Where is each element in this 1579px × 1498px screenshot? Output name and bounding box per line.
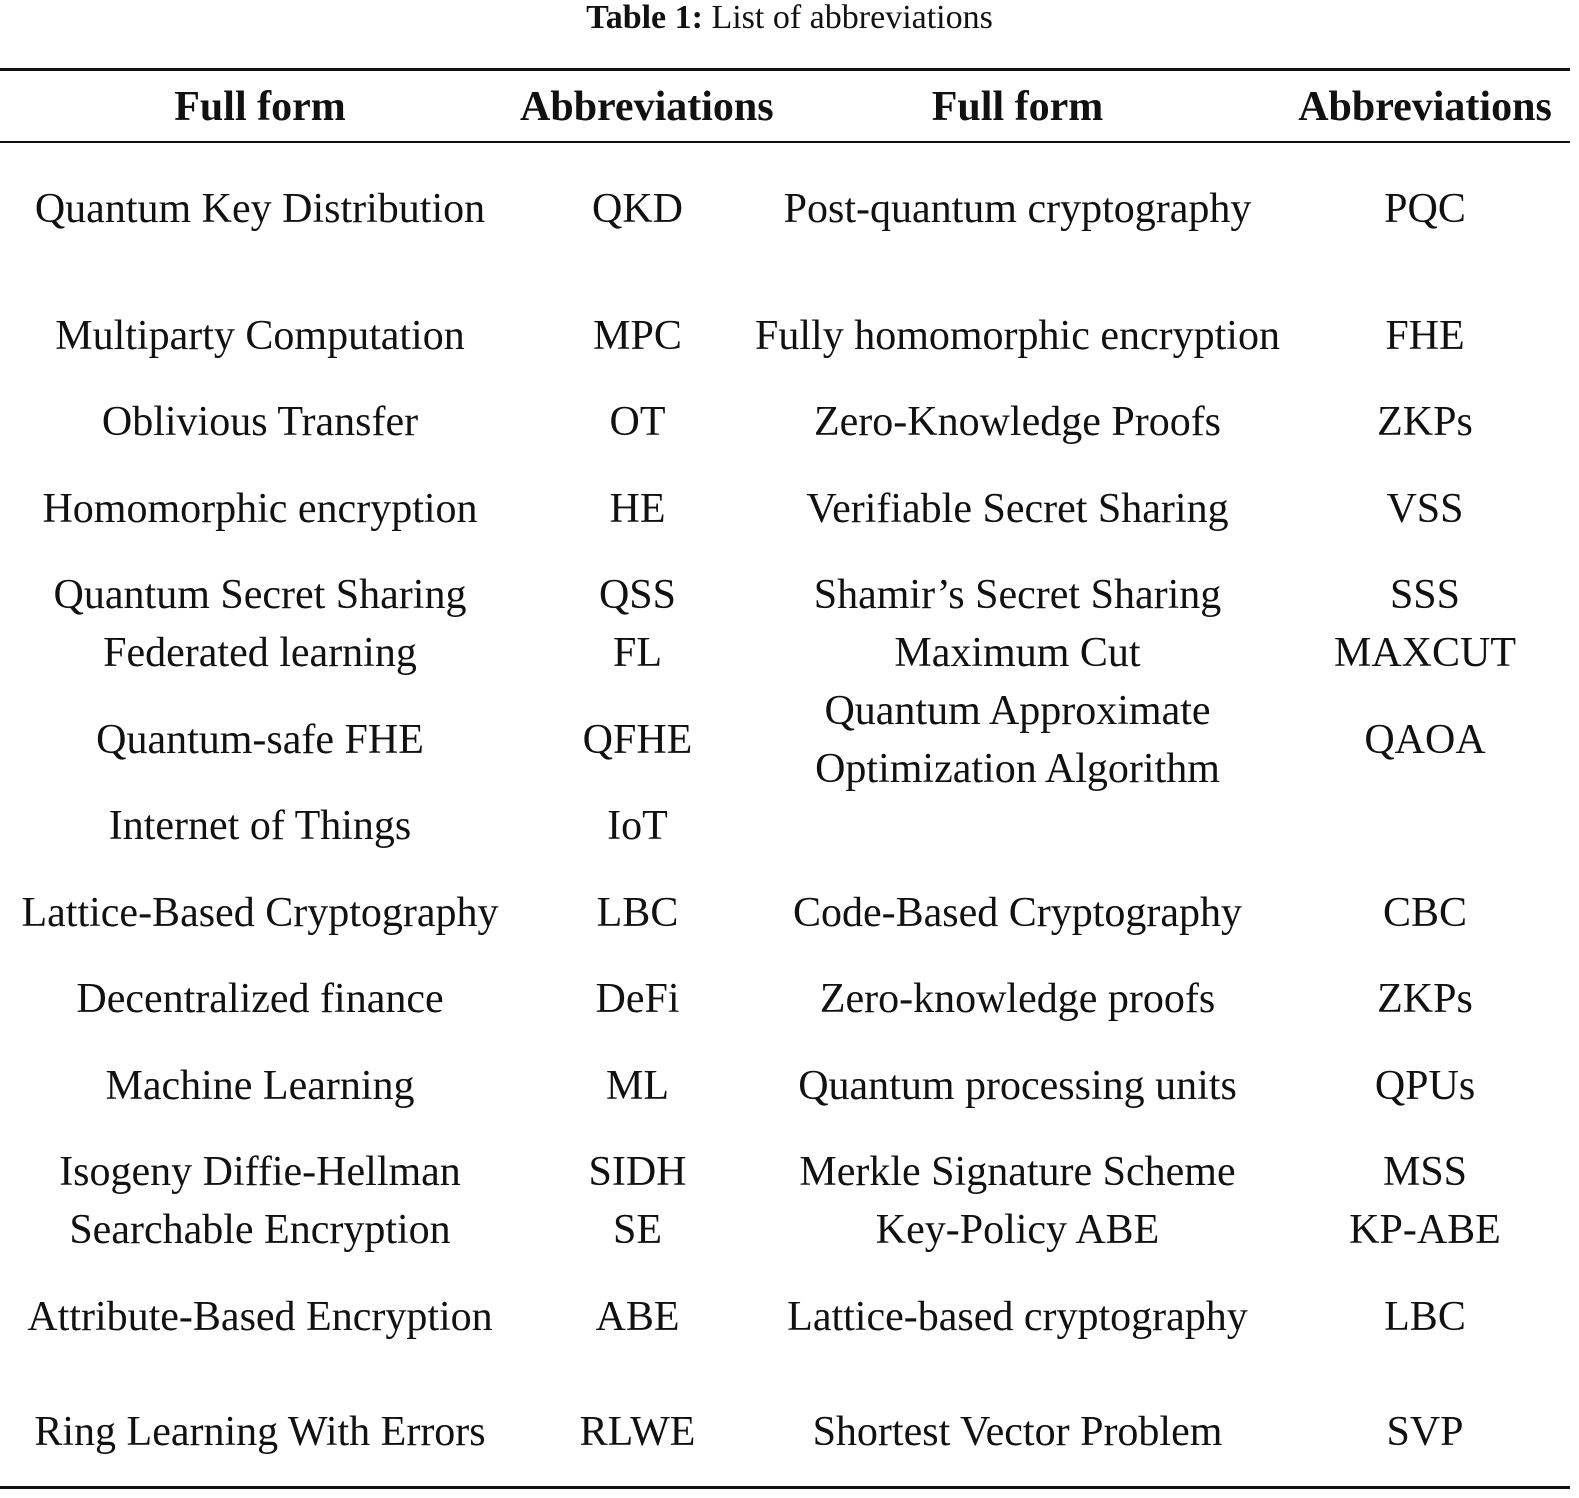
table-row	[0, 452, 1570, 567]
full-form-cell: Multiparty Computation	[55, 312, 465, 359]
full-form-cell: Ring Learning With Errors	[34, 1408, 486, 1455]
table-top-rule	[0, 68, 1570, 71]
abbreviation-cell: QAOA	[1364, 716, 1486, 763]
abbreviation-cell: OT	[609, 399, 666, 446]
abbreviation-cell: SIDH	[588, 1149, 687, 1196]
full-form-cell: Quantum Approximate Optimization Algorithm	[815, 688, 1220, 792]
abbreviation-cell: ML	[606, 1062, 669, 1109]
full-form-cell: Quantum Secret Sharing	[53, 572, 467, 619]
table-row	[0, 856, 1570, 971]
abbreviations-table	[0, 72, 1570, 1490]
full-form-cell	[755, 798, 1280, 856]
abbreviation-cell: SSS	[1389, 572, 1461, 619]
table-row	[0, 1029, 1570, 1144]
table-row	[0, 971, 1570, 1029]
abbreviation-cell: KP-ABE	[1349, 1207, 1501, 1254]
full-form-cell: Lattice-Based Cryptography	[21, 889, 499, 936]
table-row	[0, 567, 1570, 625]
abbreviation-cell: ABE	[595, 1293, 680, 1340]
abbreviation-cell: PQC	[1384, 186, 1466, 233]
abbreviation-cell: MPC	[593, 312, 682, 359]
full-form-cell: Searchable Encryption	[69, 1207, 451, 1254]
full-form-cell: Lattice-based cryptography	[787, 1293, 1248, 1340]
abbreviation-cell: ZKPs	[1377, 399, 1473, 446]
full-form-cell: Maximum Cut	[894, 630, 1141, 677]
abbreviation-cell: SVP	[1386, 1408, 1464, 1455]
table-row	[0, 394, 1570, 452]
header-abbreviations-2: Abbreviations	[1298, 83, 1552, 130]
table-caption	[0, 0, 1579, 38]
table-row	[0, 625, 1570, 683]
abbreviation-cell: QSS	[598, 572, 677, 619]
table-caption-label: Table 1:	[586, 0, 703, 36]
header-full-form-2: Full form	[931, 83, 1104, 130]
full-form-cell: Homomorphic encryption	[42, 485, 478, 532]
table-row	[0, 1202, 1570, 1260]
full-form-cell: Zero-Knowledge Proofs	[813, 399, 1222, 446]
full-form-cell: Verifiable Secret Sharing	[806, 485, 1229, 532]
full-form-cell: Decentralized finance	[76, 976, 444, 1023]
abbreviation-cell: FHE	[1385, 312, 1465, 359]
abbreviation-cell: LBC	[596, 889, 679, 936]
abbreviation-cell: IoT	[607, 803, 668, 850]
full-form-cell: Code-Based Cryptography	[792, 889, 1243, 936]
full-form-cell: Shamir’s Secret Sharing	[813, 572, 1222, 619]
table-row	[0, 683, 1570, 798]
abbreviation-cell: LBC	[1384, 1293, 1466, 1340]
full-form-cell: Fully homomorphic encryption	[755, 312, 1280, 359]
full-form-cell: Quantum-safe FHE	[96, 716, 424, 763]
abbreviation-cell: HE	[609, 485, 666, 532]
abbreviation-cell: QPUs	[1374, 1062, 1476, 1109]
abbreviation-cell: QFHE	[582, 716, 693, 763]
full-form-cell: Shortest Vector Problem	[812, 1408, 1223, 1455]
abbreviation-cell	[1280, 798, 1570, 856]
abbreviation-cell: SE	[612, 1207, 662, 1254]
full-form-cell: Federated learning	[103, 630, 417, 677]
abbreviation-cell: DeFi	[595, 976, 680, 1023]
table-row	[0, 1260, 1570, 1375]
abbreviation-cell: MSS	[1382, 1149, 1468, 1196]
full-form-cell: Post-quantum cryptography	[783, 186, 1252, 233]
header-full-form-1: Full form	[174, 83, 346, 130]
full-form-cell: Quantum processing units	[798, 1062, 1237, 1109]
full-form-cell: Quantum Key Distribution	[34, 186, 486, 233]
table-row	[0, 798, 1570, 856]
table-row	[0, 279, 1570, 394]
abbreviation-cell: RLWE	[579, 1408, 696, 1455]
abbreviation-cell: QKD	[592, 186, 683, 233]
header-abbreviations-1: Abbreviations	[520, 83, 774, 130]
table-row	[0, 141, 1570, 279]
full-form-cell: Internet of Things	[108, 803, 412, 850]
abbreviation-cell: ZKPs	[1377, 976, 1473, 1023]
table-header-row	[0, 72, 1570, 141]
table-row	[0, 1144, 1570, 1202]
full-form-cell: Key-Policy ABE	[875, 1207, 1160, 1254]
abbreviation-cell: CBC	[1382, 889, 1468, 936]
full-form-cell: Zero-knowledge proofs	[819, 976, 1216, 1023]
abbreviation-cell: FL	[612, 630, 662, 677]
full-form-cell: Attribute-Based Encryption	[27, 1293, 493, 1340]
table-caption-text: List of abbreviations	[711, 0, 993, 36]
abbreviation-cell: MAXCUT	[1333, 630, 1516, 677]
table-row	[0, 1375, 1570, 1490]
full-form-cell: Machine Learning	[105, 1062, 415, 1109]
abbreviation-cell: VSS	[1386, 485, 1464, 532]
full-form-cell: Merkle Signature Scheme	[799, 1149, 1236, 1196]
full-form-cell: Oblivious Transfer	[101, 399, 419, 446]
full-form-cell: Isogeny Diffie-Hellman	[59, 1149, 461, 1196]
